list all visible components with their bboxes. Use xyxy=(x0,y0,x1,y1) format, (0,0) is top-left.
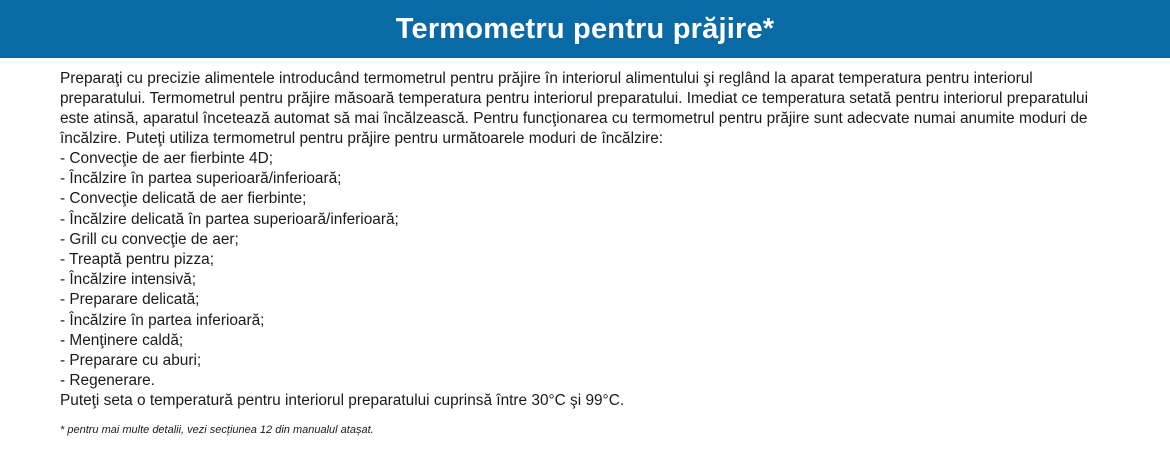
list-item: - Încălzire delicată în partea superioară/inferioară; xyxy=(60,210,399,228)
footnote: * pentru mai multe detalii, vezi secțiunea 12 din manualul atașat. xyxy=(60,424,374,437)
list-item: - Încălzire în partea superioară/inferioară; xyxy=(60,170,342,188)
heating-modes-list xyxy=(60,149,1110,391)
list-item: - Încălzire intensivă; xyxy=(60,271,197,289)
list-item: - Preparare delicată; xyxy=(60,291,200,309)
header-banner xyxy=(0,0,1170,58)
list-item: - Convecţie delicată de aer fierbinte; xyxy=(60,190,307,208)
list-item: - Treaptă pentru pizza; xyxy=(60,251,214,269)
list-item: - Regenerare. xyxy=(60,372,155,390)
temperature-range-note: Puteţi seta o temperatură pentru interiorul preparatului cuprinsă între 30°C şi 99°C. xyxy=(60,392,625,410)
list-item: - Grill cu convecţie de aer; xyxy=(60,230,239,248)
content-body xyxy=(0,58,1170,437)
list-item: - Menţinere caldă; xyxy=(60,331,184,349)
list-item: - Încălzire în partea inferioară; xyxy=(60,311,265,329)
list-item: - Preparare cu aburi; xyxy=(60,352,202,370)
page-title: Termometru pentru prăjire* xyxy=(395,12,775,45)
list-item: - Convecţie de aer fierbinte 4D; xyxy=(60,150,274,167)
intro-paragraph: Preparaţi cu precizie alimentele introducând termometrul pentru prăjire în interiorul alimentului şi reglând la aparat temperatura pentru interiorul preparatului. Termometrul pentru prăjire măsoară temperatura pentru interiorul preparatului. Imediat ce temperatura setată pentru interiorul preparatului este atinsă, aparatul încetează automat să mai încălzească. Pentru funcţionarea cu termometrul pentru prăjire sunt adecvate numai anumite moduri de încălzire. Puteţi utiliza termometrul pentru prăjire pentru următoarele moduri de încălzire: xyxy=(60,70,1089,147)
